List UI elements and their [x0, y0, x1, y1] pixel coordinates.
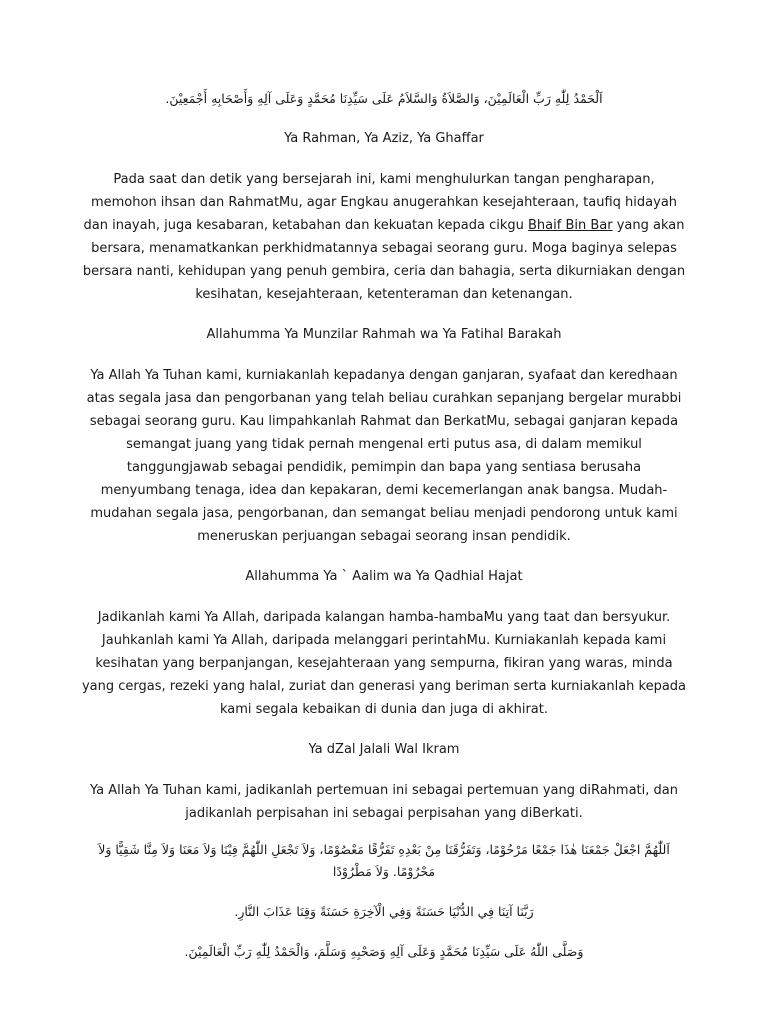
paragraph-text-end: yang akan bersara, menamatkankan perkhidmatannya sebagai seorang guru. Moga baginya selepas bersara nanti, kehidupan yang penuh gembira, ceria dan bahagia, serta dikurniakan dengan kesihatan, kesejahteraan, ketenteraman dan ketenangan.	[82, 218, 686, 302]
paragraph-doa-retirement	[80, 168, 688, 306]
arabic-closing-salawat: وَصَلَّى اللّٰهُ عَلَى سَيِّدِنَا مُحَمَّدٍ وَعَلَى آلِهِ وَصَحْبِهِ وَسَلَّمَ، وَالْحَمْدُ لِلّٰهِ رَبِّ الْعَالَمِيْنَ.	[184, 944, 584, 959]
heading-munzilar-rahmah: Allahumma Ya Munzilar Rahmah wa Ya Fatihal Barakah	[206, 327, 562, 342]
heading-ya-rahman: Ya Rahman, Ya Aziz, Ya Ghaffar	[284, 131, 484, 146]
paragraph-doa-gratitude: Jadikanlah kami Ya Allah, daripada kalangan hamba-hambaMu yang taat dan bersyukur. Jauhkanlah kami Ya Allah, daripada melanggari perintahMu. Kurniakanlah kepada kami kesihatan yang berpanjangan, kesejahteraan yang sempurna, fikiran yang waras, minda yang cergas, rezeki yang halal, zuriat dan generasi yang beriman serta kurniakanlah kepada kami segala kebaikan di dunia dan juga di akhirat.	[81, 610, 687, 717]
opening-arabic-praise: اَلْحَمْدُ لِلّٰهِ رَبِّ الْعَالَمِيْنَ، وَالصَّلاَةُ وَالسَّلاَمُ عَلَى سَيِّدِنَا مُحَمَّدٍ وَعَلَى آلِهِ وَأَصْحَابِهِ أَجْمَعِيْنَ.	[165, 91, 603, 106]
paragraph-text-start: Pada saat dan detik yang bersejarah ini, kami menghulurkan tangan pengharapan, memohon ihsan dan RahmatMu, agar Engkau anugerahkan kesejahteraan, taufiq hidayah dan inayah, juga kesabaran, ketabahan dan kekuatan kepada cikgu	[83, 172, 678, 233]
paragraph-doa-meeting: Ya Allah Ya Tuhan kami, jadikanlah pertemuan ini sebagai pertemuan yang diRahmati, dan jadikanlah perpisahan ini sebagai perpisahan yang diBerkati.	[89, 783, 678, 821]
teacher-name-link[interactable]: Bhaif Bin Bar	[528, 218, 613, 233]
arabic-doa-rabbana: رَبَّنَا آتِنَا فِي الدُّنْيَا حَسَنَةً وَفِي الْآخِرَةِ حَسَنَةً وَقِنَا عَذَابَ النَّارِ.	[234, 904, 534, 919]
heading-aalim: Allahumma Ya ` Aalim wa Ya Qadhial Hajat	[245, 569, 523, 584]
heading-dzal-jalali: Ya dZal Jalali Wal Ikram	[308, 742, 460, 757]
paragraph-doa-reward: Ya Allah Ya Tuhan kami, kurniakanlah kepadanya dengan ganjaran, syafaat dan keredhaan atas segala jasa dan pengorbanan yang telah beliau curahkan sepanjang bergelar murabbi sebagai seorang guru. Kau limpahkanlah Rahmat dan BerkatMu, sebagai ganjaran kepada semangat juang yang tidak pernah mengenal erti putus asa, di dalam memikul tanggungjawab sebagai pendidik, pemimpin dan bapa yang sentiasa berusaha menyumbang tenaga, idea dan kepakaran, demi kecemerlangan anak bangsa. Mudah-mudahan segala jasa, pengorbanan, dan semangat beliau menjadi pendorong untuk kami meneruskan perjuangan sebagai seorang insan pendidik.	[86, 368, 682, 544]
arabic-doa-gathering: اَللّٰهُمَّ اجْعَلْ جَمْعَنَا هٰذَا جَمْعًا مَرْحُوْمًا، وَتَفَرُّقَنَا مِنْ بَعْدِهِ تَفَرُّقًا مَعْصُوْمًا، وَلاَ تَجْعَلِ اللّٰهُمَّ فِيْنَا وَلاَ مَعَنَا وَلاَ مِنَّا شَقِيًّا وَلاَ مَحْرُوْمًا. وَلاَ مَطْرُوْدًا	[98, 842, 670, 879]
